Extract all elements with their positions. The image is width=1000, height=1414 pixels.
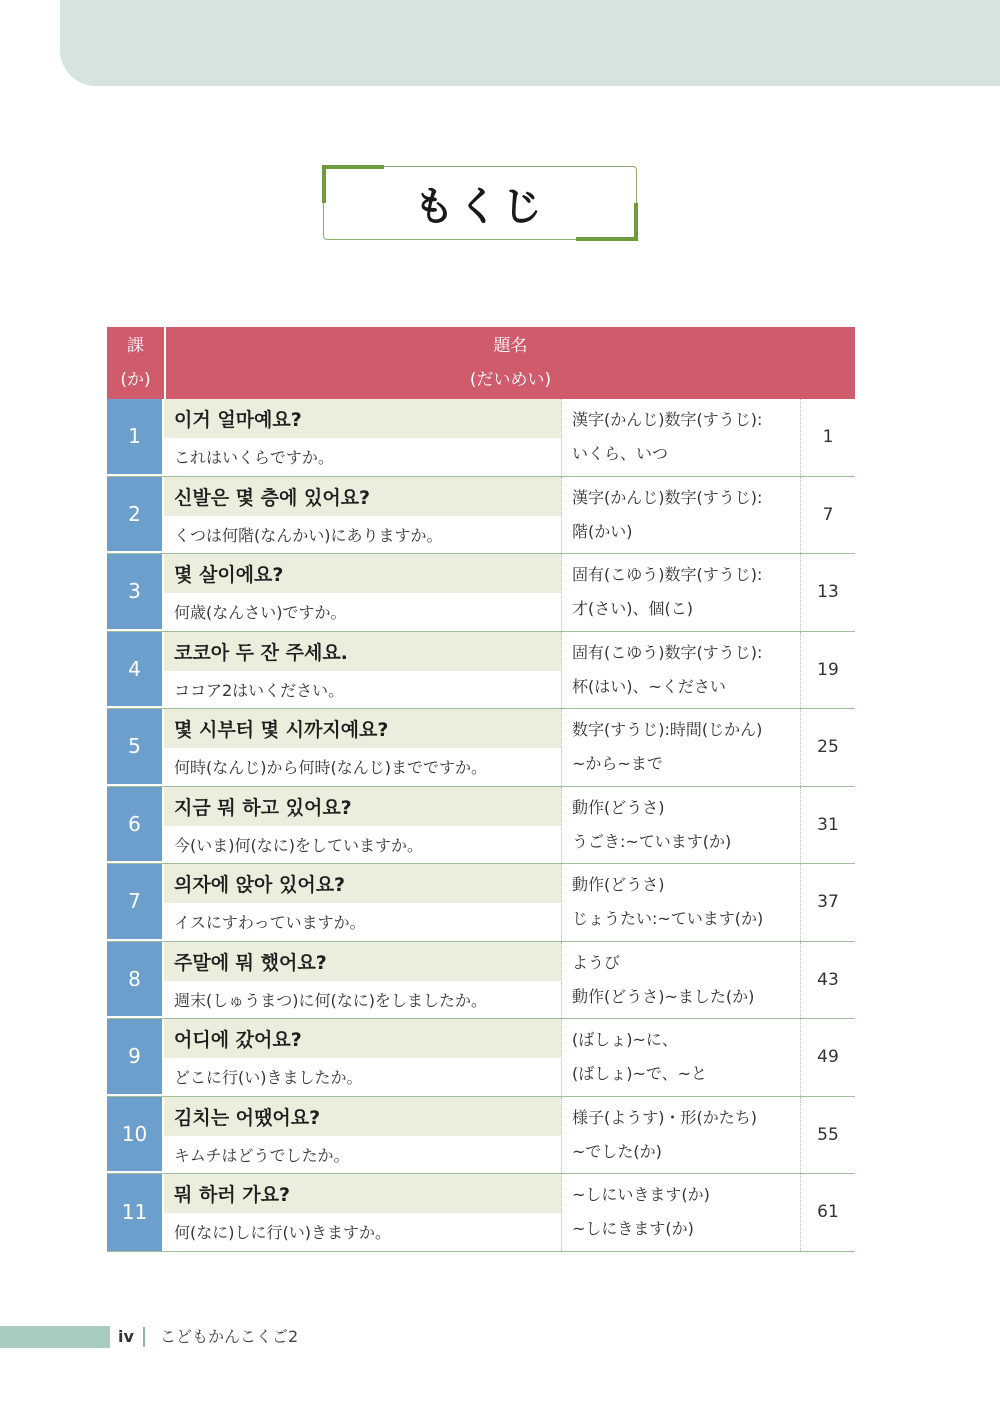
lesson-title-cell xyxy=(164,554,562,631)
lesson-title-japanese: 何(なに)しに行(い)きますか。 xyxy=(174,1223,391,1243)
frame-corner-accent xyxy=(576,237,638,241)
lesson-title-japanese: イスにすわっていますか。 xyxy=(174,913,366,933)
page-title: もくじ xyxy=(414,183,546,230)
lesson-topic-line2: 才(さい)、個(こ) xyxy=(572,599,693,619)
lesson-title-cell xyxy=(164,1174,562,1251)
lesson-topic-cell xyxy=(562,787,801,864)
lesson-title-cell xyxy=(164,787,562,864)
lesson-topic-line2: 杯(はい)、~ください xyxy=(572,676,726,696)
table-row[interactable] xyxy=(107,477,855,555)
lesson-title-japanese: キムチはどうでしたか。 xyxy=(174,1145,350,1165)
lesson-topic-cell xyxy=(562,1097,801,1174)
table-row[interactable] xyxy=(107,1174,855,1252)
footer-band xyxy=(0,1326,110,1348)
lesson-title-korean: 이거 얼마예요? xyxy=(164,399,561,438)
lesson-topic-line1: 固有(こゆう)数字(すうじ): xyxy=(572,565,763,585)
lesson-title-cell xyxy=(164,864,562,941)
lesson-topic-cell xyxy=(562,709,801,786)
lesson-topic-line2: 階(かい) xyxy=(572,521,633,541)
lesson-topic-line2: ~でした(か) xyxy=(572,1141,662,1161)
lesson-number: 10 xyxy=(107,1097,164,1174)
header-title-reading: (だいめい) xyxy=(469,370,552,390)
lesson-page-number: 61 xyxy=(817,1202,839,1223)
lesson-topic-line2: いくら、いつ xyxy=(572,444,669,464)
footer-book-title: こどもかんこくご2 xyxy=(160,1327,299,1346)
lesson-title-japanese: どこに行(い)きましたか。 xyxy=(174,1068,363,1088)
lesson-title-korean: 신발은 몇 층에 있어요? xyxy=(164,477,561,516)
lesson-number: 7 xyxy=(107,864,164,941)
lesson-title-cell xyxy=(164,632,562,709)
footer-page-number: iv xyxy=(118,1327,134,1346)
lesson-topic-line1: 漢字(かんじ)数字(すうじ): xyxy=(572,487,763,507)
table-row[interactable] xyxy=(107,554,855,632)
frame-corner-accent xyxy=(634,203,638,241)
table-row[interactable] xyxy=(107,1019,855,1097)
lesson-topic-line1: 動作(どうさ) xyxy=(572,797,665,817)
header-title xyxy=(166,327,855,399)
lesson-page-number: 49 xyxy=(817,1047,839,1068)
lesson-title-cell xyxy=(164,1097,562,1174)
lesson-title-korean: 어디에 갔어요? xyxy=(164,1019,561,1058)
lesson-page-number: 1 xyxy=(822,427,834,448)
lesson-title-japanese: これはいくらですか。 xyxy=(174,448,334,468)
lesson-number: 6 xyxy=(107,787,164,864)
lesson-topic-cell xyxy=(562,942,801,1019)
lesson-page-number: 7 xyxy=(822,504,834,525)
lesson-number: 2 xyxy=(107,477,164,554)
lesson-topic-line1: 固有(こゆう)数字(すうじ): xyxy=(572,642,763,662)
header-lesson-label: 課 xyxy=(127,336,144,356)
top-decorative-band xyxy=(60,0,1000,86)
table-row[interactable] xyxy=(107,864,855,942)
lesson-number: 5 xyxy=(107,709,164,786)
lesson-title-cell xyxy=(164,942,562,1019)
lesson-number: 4 xyxy=(107,632,164,709)
table-header xyxy=(107,327,855,399)
lesson-page-number: 43 xyxy=(817,969,839,990)
lesson-title-japanese: 何時(なんじ)から何時(なんじ)までですか。 xyxy=(174,758,487,778)
lesson-title-korean: 지금 뭐 하고 있어요? xyxy=(164,787,561,826)
table-of-contents xyxy=(107,327,855,1252)
header-title-label: 題名 xyxy=(493,336,528,356)
lesson-title-cell xyxy=(164,477,562,554)
lesson-topic-cell xyxy=(562,1174,801,1251)
lesson-topic-line1: 数字(すうじ):時間(じかん) xyxy=(572,720,763,740)
lesson-topic-line1: 様子(ようす)・形(かたち) xyxy=(572,1107,757,1127)
lesson-title-japanese: ココア2はいください。 xyxy=(174,680,345,700)
lesson-topic-line2: じょうたい:~ています(か) xyxy=(572,909,764,929)
lesson-title-korean: 김치는 어땠어요? xyxy=(164,1097,561,1136)
table-body xyxy=(107,399,855,1252)
lesson-topic-cell xyxy=(562,554,801,631)
lesson-topic-line2: ~しにきます(か) xyxy=(572,1219,694,1239)
lesson-topic-cell xyxy=(562,632,801,709)
lesson-number: 9 xyxy=(107,1019,164,1096)
lesson-number: 11 xyxy=(107,1174,164,1251)
header-lesson-reading: (か) xyxy=(120,370,151,390)
title-frame xyxy=(323,166,637,240)
table-row[interactable] xyxy=(107,399,855,477)
lesson-title-cell xyxy=(164,399,562,476)
lesson-title-cell xyxy=(164,1019,562,1096)
lesson-topic-line1: 動作(どうさ) xyxy=(572,875,665,895)
frame-corner-accent xyxy=(322,165,384,169)
lesson-page-number: 31 xyxy=(817,814,839,835)
lesson-topic-cell xyxy=(562,399,801,476)
lesson-topic-line2: 動作(どうさ)~ました(か) xyxy=(572,986,755,1006)
lesson-title-korean: 뭐 하러 가요? xyxy=(164,1174,561,1213)
lesson-title-korean: 주말에 뭐 했어요? xyxy=(164,942,561,981)
table-row[interactable] xyxy=(107,1097,855,1175)
lesson-page-number: 13 xyxy=(817,582,839,603)
lesson-topic-line1: ~しにいきます(か) xyxy=(572,1185,710,1205)
lesson-title-korean: 몇 시부터 몇 시까지예요? xyxy=(164,709,561,748)
lesson-topic-cell xyxy=(562,477,801,554)
header-lesson xyxy=(107,327,166,399)
lesson-title-japanese: くつは何階(なんかい)にありますか。 xyxy=(174,525,443,545)
lesson-topic-line2: (ばしょ)~で、~と xyxy=(572,1064,707,1084)
lesson-title-korean: 몇 살이에요? xyxy=(164,554,561,593)
lesson-topic-line2: ~から~まで xyxy=(572,754,663,774)
lesson-topic-line2: うごき:~ています(か) xyxy=(572,831,732,851)
lesson-topic-line1: (ばしょ)~に、 xyxy=(572,1030,678,1050)
lesson-topic-cell xyxy=(562,1019,801,1096)
lesson-page-number: 55 xyxy=(817,1124,839,1145)
lesson-page-number: 37 xyxy=(817,892,839,913)
table-row[interactable] xyxy=(107,709,855,787)
lesson-page-number: 19 xyxy=(817,659,839,680)
lesson-topic-line1: 漢字(かんじ)数字(すうじ): xyxy=(572,410,763,430)
table-row[interactable] xyxy=(107,787,855,865)
lesson-number: 1 xyxy=(107,399,164,476)
lesson-number: 8 xyxy=(107,942,164,1019)
lesson-title-cell xyxy=(164,709,562,786)
lesson-number: 3 xyxy=(107,554,164,631)
table-row[interactable] xyxy=(107,942,855,1020)
lesson-title-japanese: 今(いま)何(なに)をしていますか。 xyxy=(174,835,423,855)
lesson-topic-line1: ようび xyxy=(572,952,621,972)
lesson-title-korean: 코코아 두 잔 주세요. xyxy=(164,632,561,671)
table-row[interactable] xyxy=(107,632,855,710)
lesson-title-japanese: 週末(しゅうまつ)に何(なに)をしましたか。 xyxy=(174,990,487,1010)
lesson-page-number: 25 xyxy=(817,737,839,758)
lesson-title-korean: 의자에 앉아 있어요? xyxy=(164,864,561,903)
lesson-title-japanese: 何歳(なんさい)ですか。 xyxy=(174,603,347,623)
lesson-topic-cell xyxy=(562,864,801,941)
footer-divider xyxy=(143,1327,145,1347)
frame-corner-accent xyxy=(322,165,326,203)
